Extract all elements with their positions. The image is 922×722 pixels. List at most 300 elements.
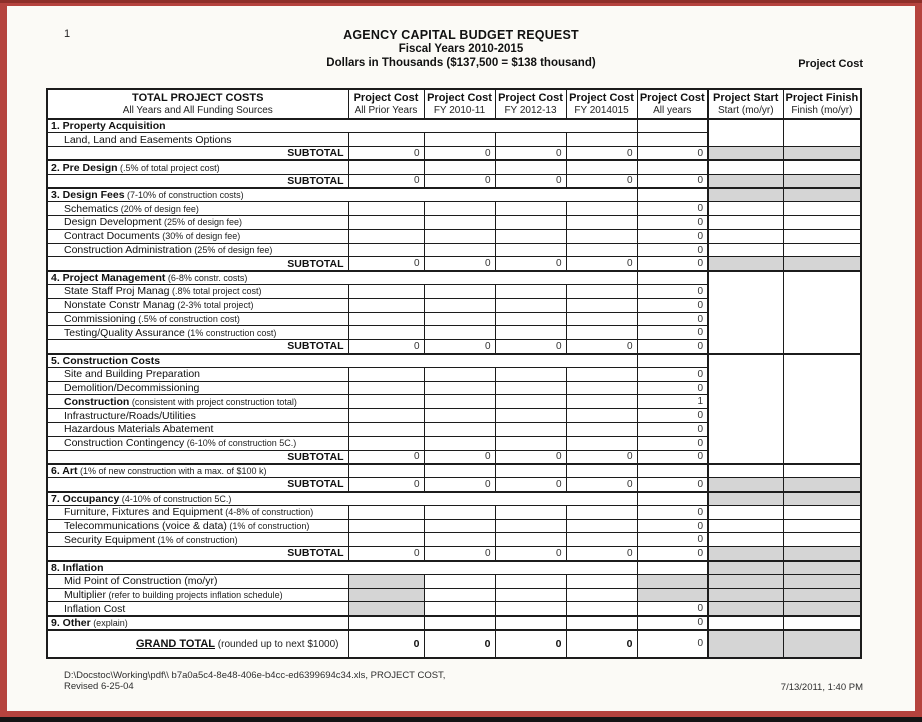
project-finish-cell xyxy=(783,505,861,519)
cost-cell-col2 xyxy=(348,160,424,174)
cost-cell-col5 xyxy=(566,519,637,533)
cost-cell-col3 xyxy=(424,519,495,533)
project-finish-cell xyxy=(783,229,861,243)
label-cell: SUBTOTAL xyxy=(47,147,348,161)
project-start-cell xyxy=(708,561,783,575)
all-years-cell: 0 xyxy=(637,602,708,616)
cost-cell-col2: 0 xyxy=(348,547,424,561)
label-cell: Schematics (20% of design fee) xyxy=(47,202,348,216)
table-header xyxy=(47,89,861,119)
cost-cell-col5: 0 xyxy=(566,174,637,188)
project-start-cell xyxy=(708,119,783,147)
table-row-item-30 xyxy=(47,533,861,547)
header-fy-2012-13: Project Cost FY 2012-13 xyxy=(495,89,566,119)
cost-cell-col5 xyxy=(566,298,637,312)
project-start-cell xyxy=(708,630,783,658)
all-years-cell xyxy=(637,160,708,174)
table-row-section-17 xyxy=(47,354,861,368)
all-years-cell: 0 xyxy=(637,229,708,243)
label-cell: Hazardous Materials Abatement xyxy=(47,423,348,437)
cost-cell-col2 xyxy=(348,423,424,437)
label-cell: State Staff Proj Manag (.8% total project cost) xyxy=(47,285,348,299)
cost-cell-col3: 0 xyxy=(424,478,495,492)
footer-file-path: D:\Docstoc\Working\pdf\\ b7a0a5c4-8e48-406e-b4cc-ed6399694c34.xls, PROJECT COST, xyxy=(64,670,446,681)
project-finish-cell xyxy=(783,561,861,575)
cost-cell-col4 xyxy=(495,216,566,230)
project-start-cell xyxy=(708,354,783,464)
cost-cell-col5 xyxy=(566,216,637,230)
label-cell: 1. Property Acquisition xyxy=(47,119,637,133)
header-fy-2010-11: Project Cost FY 2010-11 xyxy=(424,89,495,119)
cost-cell-col4 xyxy=(495,464,566,478)
cost-cell-col5 xyxy=(566,409,637,423)
label-cell: SUBTOTAL xyxy=(47,450,348,464)
cost-cell-col5 xyxy=(566,436,637,450)
table-row-subtotal-10 xyxy=(47,257,861,271)
project-start-cell xyxy=(708,547,783,561)
label-cell: SUBTOTAL xyxy=(47,547,348,561)
all-years-cell xyxy=(637,188,708,202)
header-all-prior-years: Project Cost All Prior Years xyxy=(348,89,424,119)
all-years-cell: 0 xyxy=(637,409,708,423)
label-cell: Demolition/Decommissioning xyxy=(47,381,348,395)
all-years-cell: 0 xyxy=(637,547,708,561)
header-project-start: Project Start Start (mo/yr) xyxy=(708,89,783,119)
table-row-section-3 xyxy=(47,160,861,174)
cost-cell-col2 xyxy=(348,285,424,299)
table-row-section-36 xyxy=(47,616,861,630)
cost-cell-col3: 0 xyxy=(424,547,495,561)
label-cell: Construction Administration (25% of design fee) xyxy=(47,243,348,257)
cost-cell-col4 xyxy=(495,423,566,437)
cost-cell-col3 xyxy=(424,312,495,326)
cost-cell-col2: 0 xyxy=(348,257,424,271)
cost-cell-col3 xyxy=(424,602,495,616)
all-years-cell: 0 xyxy=(637,533,708,547)
all-years-cell: 0 xyxy=(637,285,708,299)
cost-cell-col4 xyxy=(495,229,566,243)
all-years-cell: 0 xyxy=(637,298,708,312)
cost-cell-col5 xyxy=(566,229,637,243)
cost-cell-col4 xyxy=(495,312,566,326)
cost-cell-col4: 0 xyxy=(495,174,566,188)
all-years-cell: 0 xyxy=(637,423,708,437)
all-years-cell xyxy=(637,119,708,133)
cost-cell-col4 xyxy=(495,395,566,409)
cost-cell-col2 xyxy=(348,229,424,243)
cost-cell-col4 xyxy=(495,505,566,519)
all-years-cell: 0 xyxy=(637,202,708,216)
cost-cell-col3 xyxy=(424,216,495,230)
all-years-cell: 0 xyxy=(637,326,708,340)
footer-timestamp: 7/13/2011, 1:40 PM xyxy=(780,682,863,693)
all-years-cell xyxy=(637,133,708,147)
project-start-cell xyxy=(708,229,783,243)
label-cell: SUBTOTAL xyxy=(47,478,348,492)
project-finish-cell xyxy=(783,243,861,257)
all-years-cell: 0 xyxy=(637,367,708,381)
project-start-cell xyxy=(708,464,783,478)
label-cell: Infrastructure/Roads/Utilities xyxy=(47,409,348,423)
label-cell: Commissioning (.5% of construction cost) xyxy=(47,312,348,326)
cost-cell-col2 xyxy=(348,312,424,326)
project-finish-cell xyxy=(783,630,861,658)
project-finish-cell xyxy=(783,519,861,533)
all-years-cell xyxy=(637,492,708,506)
cost-cell-col4 xyxy=(495,602,566,616)
all-years-cell: 0 xyxy=(637,478,708,492)
cost-cell-col4 xyxy=(495,160,566,174)
cost-cell-col4 xyxy=(495,409,566,423)
cost-cell-col2: 0 xyxy=(348,630,424,658)
cost-cell-col3 xyxy=(424,326,495,340)
table-row-item-33 xyxy=(47,574,861,588)
cost-cell-col2: 0 xyxy=(348,478,424,492)
project-start-cell xyxy=(708,519,783,533)
project-start-cell xyxy=(708,533,783,547)
label-cell: 9. Other (explain) xyxy=(47,616,348,630)
label-cell: 8. Inflation xyxy=(47,561,637,575)
cost-cell-col2: 0 xyxy=(348,147,424,161)
table-body xyxy=(47,119,861,658)
all-years-cell: 0 xyxy=(637,243,708,257)
label-cell: Inflation Cost xyxy=(47,602,348,616)
project-start-cell xyxy=(708,602,783,616)
label-cell: Contract Documents (30% of design fee) xyxy=(47,229,348,243)
cost-cell-col2 xyxy=(348,395,424,409)
header-project-finish: Project Finish Finish (mo/yr) xyxy=(783,89,861,119)
project-start-cell xyxy=(708,147,783,161)
cost-cell-col5 xyxy=(566,602,637,616)
cost-cell-col2 xyxy=(348,216,424,230)
project-finish-cell xyxy=(783,202,861,216)
project-start-cell xyxy=(708,271,783,354)
cost-cell-col5 xyxy=(566,312,637,326)
project-finish-cell xyxy=(783,533,861,547)
cost-cell-col5 xyxy=(566,533,637,547)
cost-cell-col2 xyxy=(348,133,424,147)
label-cell: SUBTOTAL xyxy=(47,174,348,188)
cost-cell-col3 xyxy=(424,423,495,437)
label-cell: SUBTOTAL xyxy=(47,257,348,271)
cost-cell-col4: 0 xyxy=(495,630,566,658)
cost-cell-col4 xyxy=(495,588,566,602)
table-row-section-11 xyxy=(47,271,861,285)
cost-cell-col2 xyxy=(348,588,424,602)
cost-cell-col5 xyxy=(566,574,637,588)
cost-cell-col4 xyxy=(495,519,566,533)
all-years-cell: 0 xyxy=(637,312,708,326)
all-years-cell: 0 xyxy=(637,257,708,271)
project-finish-cell xyxy=(783,602,861,616)
cost-cell-col3 xyxy=(424,202,495,216)
cost-cell-col4 xyxy=(495,326,566,340)
label-cell: Construction (consistent with project construction total) xyxy=(47,395,348,409)
project-finish-cell xyxy=(783,464,861,478)
project-start-cell xyxy=(708,243,783,257)
project-start-cell xyxy=(708,492,783,506)
cost-cell-col5 xyxy=(566,616,637,630)
cost-cell-col5 xyxy=(566,367,637,381)
cost-cell-col5 xyxy=(566,285,637,299)
label-cell: 3. Design Fees (7-10% of construction costs) xyxy=(47,188,637,202)
header-total-project-costs: TOTAL PROJECT COSTS All Years and All Funding Sources xyxy=(47,89,348,119)
table-row-section-0 xyxy=(47,119,861,133)
label-cell: 7. Occupancy (4-10% of construction 5C.) xyxy=(47,492,637,506)
header-fy-2014-15: Project Cost FY 2014015 xyxy=(566,89,637,119)
cost-cell-col5 xyxy=(566,202,637,216)
table-row-item-28 xyxy=(47,505,861,519)
label-cell: Construction Contingency (6-10% of construction 5C.) xyxy=(47,436,348,450)
header-all-years: Project Cost All years xyxy=(637,89,708,119)
table-row-section-27 xyxy=(47,492,861,506)
project-start-cell xyxy=(708,216,783,230)
cost-cell-col4 xyxy=(495,381,566,395)
cost-cell-col4: 0 xyxy=(495,478,566,492)
title-block xyxy=(7,28,915,69)
all-years-cell: 0 xyxy=(637,519,708,533)
project-finish-cell xyxy=(783,478,861,492)
project-finish-cell xyxy=(783,257,861,271)
cost-cell-col2 xyxy=(348,202,424,216)
page-title: AGENCY CAPITAL BUDGET REQUEST xyxy=(343,28,579,42)
cost-cell-col2 xyxy=(348,602,424,616)
cost-cell-col5: 0 xyxy=(566,630,637,658)
all-years-cell: 0 xyxy=(637,174,708,188)
cost-cell-col2: 0 xyxy=(348,340,424,354)
all-years-cell: 0 xyxy=(637,340,708,354)
cost-cell-col4 xyxy=(495,285,566,299)
cost-cell-col2 xyxy=(348,298,424,312)
cost-cell-col5: 0 xyxy=(566,547,637,561)
all-years-cell xyxy=(637,588,708,602)
project-finish-cell xyxy=(783,354,861,464)
cost-cell-col5 xyxy=(566,505,637,519)
cost-cell-col5 xyxy=(566,464,637,478)
label-cell: 2. Pre Design (.5% of total project cost) xyxy=(47,160,348,174)
cost-cell-col4: 0 xyxy=(495,257,566,271)
cost-cell-col3: 0 xyxy=(424,340,495,354)
cost-cell-col3 xyxy=(424,367,495,381)
cost-cell-col2 xyxy=(348,436,424,450)
project-finish-cell xyxy=(783,216,861,230)
project-finish-cell xyxy=(783,547,861,561)
label-cell: 6. Art (1% of new construction with a max. of $100 k) xyxy=(47,464,348,478)
cost-cell-col3 xyxy=(424,505,495,519)
project-finish-cell xyxy=(783,616,861,630)
footer xyxy=(64,670,863,692)
label-cell: Furniture, Fixtures and Equipment (4-8% of construction) xyxy=(47,505,348,519)
project-finish-cell xyxy=(783,271,861,354)
cost-cell-col5 xyxy=(566,160,637,174)
cost-cell-col2 xyxy=(348,533,424,547)
table-row-item-6 xyxy=(47,202,861,216)
cost-cell-col3 xyxy=(424,409,495,423)
all-years-cell: 0 xyxy=(637,450,708,464)
all-years-cell: 0 xyxy=(637,147,708,161)
table-row-subtotal-2 xyxy=(47,147,861,161)
project-start-cell xyxy=(708,174,783,188)
cost-cell-col4 xyxy=(495,436,566,450)
cost-cell-col2 xyxy=(348,519,424,533)
label-cell: GRAND TOTAL (rounded up to next $1000) xyxy=(47,630,348,658)
frame-bottom-edge xyxy=(0,717,922,722)
table-row-subtotal-26 xyxy=(47,478,861,492)
project-start-cell xyxy=(708,160,783,174)
project-start-cell xyxy=(708,588,783,602)
label-cell: Mid Point of Construction (mo/yr) xyxy=(47,574,348,588)
footer-revised: Revised 6-25-04 xyxy=(64,681,134,692)
cost-cell-col4: 0 xyxy=(495,450,566,464)
table-row-item-8 xyxy=(47,229,861,243)
cost-cell-col4 xyxy=(495,298,566,312)
page-subtitle-dollars: Dollars in Thousands ($137,500 = $138 thousand) xyxy=(326,57,596,69)
cost-cell-col3 xyxy=(424,395,495,409)
budget-table xyxy=(46,88,862,659)
table-row-subtotal-4 xyxy=(47,174,861,188)
cost-cell-col3: 0 xyxy=(424,630,495,658)
all-years-cell: 0 xyxy=(637,505,708,519)
project-finish-cell xyxy=(783,492,861,506)
project-finish-cell xyxy=(783,119,861,147)
label-cell: Security Equipment (1% of construction) xyxy=(47,533,348,547)
cost-cell-col2: 0 xyxy=(348,450,424,464)
cost-cell-col3 xyxy=(424,616,495,630)
table-row-item-29 xyxy=(47,519,861,533)
cost-cell-col3 xyxy=(424,285,495,299)
project-start-cell xyxy=(708,505,783,519)
table-row-subtotal-31 xyxy=(47,547,861,561)
label-cell: Land, Land and Easements Options xyxy=(47,133,348,147)
table-row-section-25 xyxy=(47,464,861,478)
project-start-cell xyxy=(708,257,783,271)
cost-cell-col5: 0 xyxy=(566,257,637,271)
cost-cell-col5 xyxy=(566,326,637,340)
label-cell: 5. Construction Costs xyxy=(47,354,637,368)
cost-cell-col4 xyxy=(495,133,566,147)
table-row-section-32 xyxy=(47,561,861,575)
cost-cell-col2 xyxy=(348,367,424,381)
label-cell: Site and Building Preparation xyxy=(47,367,348,381)
cost-cell-col3: 0 xyxy=(424,174,495,188)
page-number: 1 xyxy=(64,28,71,40)
all-years-cell: 1 xyxy=(637,395,708,409)
cost-cell-col3: 0 xyxy=(424,257,495,271)
frame-top-edge xyxy=(0,0,922,3)
cost-cell-col3 xyxy=(424,533,495,547)
cost-cell-col2 xyxy=(348,243,424,257)
cost-cell-col2 xyxy=(348,381,424,395)
project-finish-cell xyxy=(783,160,861,174)
project-finish-cell xyxy=(783,588,861,602)
cost-cell-col5 xyxy=(566,243,637,257)
all-years-cell: 0 xyxy=(637,216,708,230)
cost-cell-col4 xyxy=(495,616,566,630)
label-cell: Multiplier (refer to building projects inflation schedule) xyxy=(47,588,348,602)
cost-cell-col3 xyxy=(424,436,495,450)
cost-cell-col5: 0 xyxy=(566,147,637,161)
project-start-cell xyxy=(708,478,783,492)
table-row-item-7 xyxy=(47,216,861,230)
corner-label-project-cost: Project Cost xyxy=(798,58,863,70)
project-start-cell xyxy=(708,188,783,202)
cost-cell-col2: 0 xyxy=(348,174,424,188)
all-years-cell xyxy=(637,561,708,575)
cost-cell-col5: 0 xyxy=(566,478,637,492)
page xyxy=(7,6,915,711)
all-years-cell: 0 xyxy=(637,616,708,630)
cost-cell-col5 xyxy=(566,395,637,409)
cost-cell-col3 xyxy=(424,229,495,243)
all-years-cell xyxy=(637,464,708,478)
cost-cell-col5 xyxy=(566,588,637,602)
cost-cell-col5 xyxy=(566,133,637,147)
all-years-cell: 0 xyxy=(637,436,708,450)
cost-cell-col4 xyxy=(495,367,566,381)
table-row-item-34 xyxy=(47,588,861,602)
cost-cell-col5 xyxy=(566,423,637,437)
cost-cell-col2 xyxy=(348,574,424,588)
table-row-item-35 xyxy=(47,602,861,616)
cost-cell-col3 xyxy=(424,133,495,147)
cost-cell-col3 xyxy=(424,588,495,602)
label-cell: Design Development (25% of design fee) xyxy=(47,216,348,230)
cost-cell-col3 xyxy=(424,574,495,588)
project-start-cell xyxy=(708,202,783,216)
cost-cell-col3 xyxy=(424,381,495,395)
label-cell: Nonstate Constr Manag (2-3% total project) xyxy=(47,298,348,312)
project-start-cell xyxy=(708,616,783,630)
page-subtitle-fiscal-years: Fiscal Years 2010-2015 xyxy=(398,43,524,55)
table-row-section-5 xyxy=(47,188,861,202)
all-years-cell xyxy=(637,271,708,285)
cost-cell-col4: 0 xyxy=(495,147,566,161)
label-cell: 4. Project Management (6-8% constr. costs) xyxy=(47,271,637,285)
cost-cell-col3 xyxy=(424,160,495,174)
cost-cell-col3 xyxy=(424,464,495,478)
table-row-item-9 xyxy=(47,243,861,257)
label-cell: Testing/Quality Assurance (1% construction cost) xyxy=(47,326,348,340)
table-row-grand-37 xyxy=(47,630,861,658)
cost-cell-col3: 0 xyxy=(424,450,495,464)
cost-cell-col3 xyxy=(424,243,495,257)
cost-cell-col2 xyxy=(348,505,424,519)
cost-cell-col4 xyxy=(495,574,566,588)
cost-cell-col5: 0 xyxy=(566,450,637,464)
project-finish-cell xyxy=(783,188,861,202)
cost-cell-col2 xyxy=(348,616,424,630)
project-finish-cell xyxy=(783,174,861,188)
label-cell: SUBTOTAL xyxy=(47,340,348,354)
cost-cell-col4: 0 xyxy=(495,547,566,561)
all-years-cell: 0 xyxy=(637,381,708,395)
cost-cell-col4 xyxy=(495,202,566,216)
cost-cell-col3 xyxy=(424,298,495,312)
cost-cell-col2 xyxy=(348,464,424,478)
cost-cell-col3: 0 xyxy=(424,147,495,161)
cost-cell-col4 xyxy=(495,533,566,547)
cost-cell-col4: 0 xyxy=(495,340,566,354)
all-years-cell xyxy=(637,354,708,368)
cost-cell-col5: 0 xyxy=(566,340,637,354)
cost-cell-col5 xyxy=(566,381,637,395)
label-cell: Telecommunications (voice & data) (1% of construction) xyxy=(47,519,348,533)
all-years-cell: 0 xyxy=(637,630,708,658)
cost-cell-col2 xyxy=(348,326,424,340)
project-finish-cell xyxy=(783,574,861,588)
project-start-cell xyxy=(708,574,783,588)
cost-cell-col4 xyxy=(495,243,566,257)
